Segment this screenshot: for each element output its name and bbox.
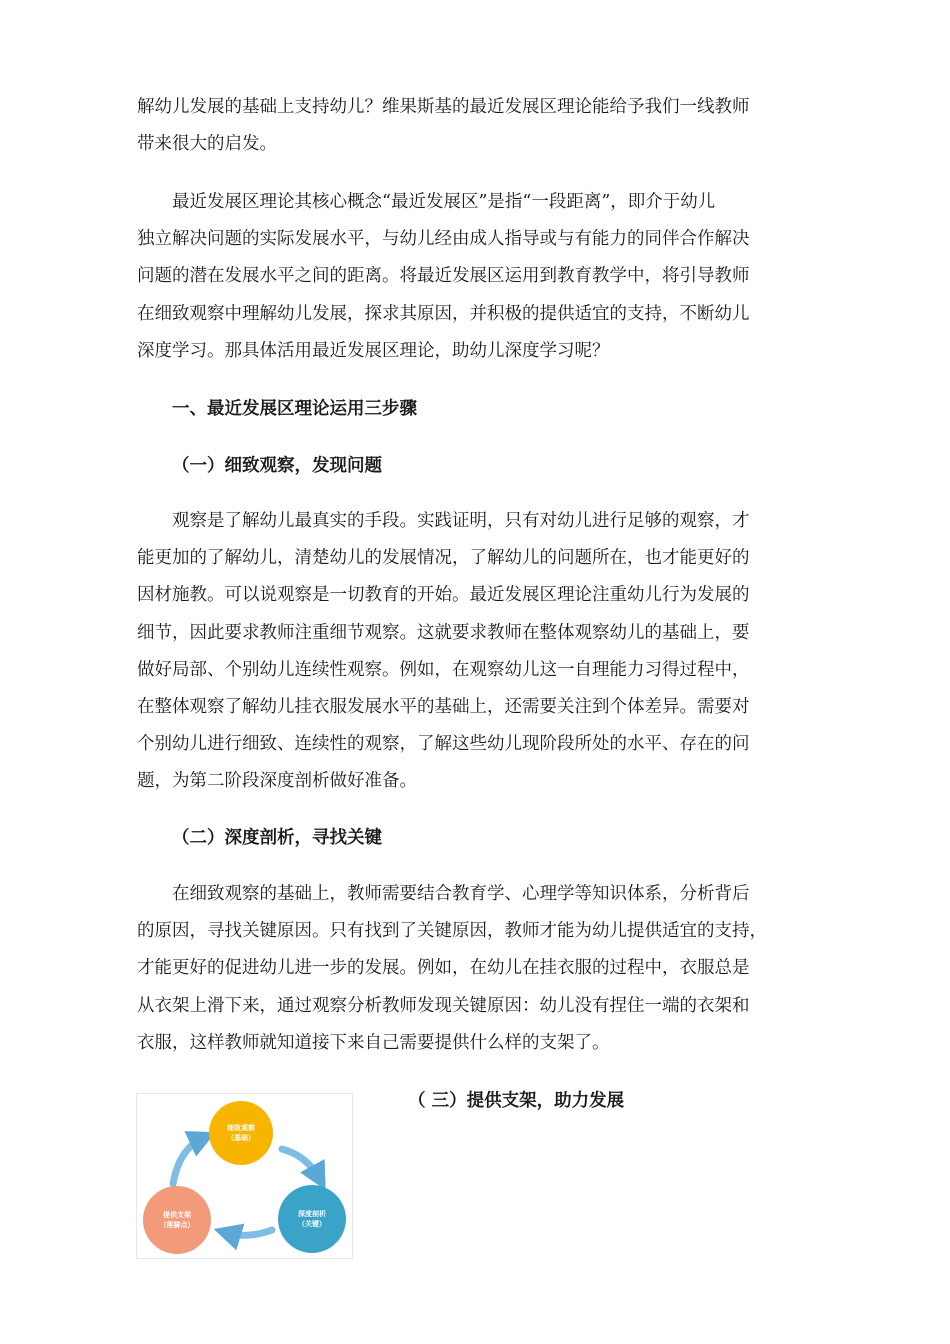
subheading-scaffold: （ 三）提供支架，助力发展 xyxy=(408,1091,625,1111)
section-heading-three-steps: 一、最近发展区理论运用三步骤 xyxy=(172,399,417,419)
text-line: 独立解决问题的实际发展水平，与幼儿经由成人指导或与有能力的同伴合作解决 xyxy=(137,229,750,250)
text-line: 题，为第二阶段深度剖析做好准备。 xyxy=(137,771,417,792)
paragraph-intro-continued xyxy=(137,89,813,163)
text-line: 解幼儿发展的基础上支持幼儿？维果斯基的最近发展区理论能给予我们一线教师 xyxy=(137,97,750,117)
paragraph-theory-definition xyxy=(137,184,813,370)
text-line: 观察是了解幼儿最真实的手段。实践证明，只有对幼儿进行足够的观察，才 xyxy=(172,511,750,531)
text-line: 做好局部、个别幼儿连续性观察。例如，在观察幼儿这一自理能力习得过程中， xyxy=(137,659,750,680)
node-analyze-circle xyxy=(278,1185,346,1253)
subheading-observe: （一）细致观察，发现问题 xyxy=(172,456,382,476)
node-observe-title: 细致观察 xyxy=(227,1124,255,1132)
node-observe-circle xyxy=(209,1101,273,1165)
text-line: 在细致观察的基础上，教师需要结合教育学、心理学等知识体系，分析背后 xyxy=(172,884,750,904)
text-line: 带来很大的启发。 xyxy=(137,134,277,155)
text-line: 最近发展区理论其核心概念“最近发展区”是指“一段距离”，即介于幼儿 xyxy=(172,192,716,212)
text-line: 在整体观察了解幼儿挂衣服发展水平的基础上，还需要关注到个体差异。需要对 xyxy=(137,696,750,717)
text-line: 细节，因此要求教师注重细节观察。这就要求教师在整体观察幼儿的基础上，要 xyxy=(137,622,750,643)
node-observe xyxy=(209,1101,273,1165)
text-line: 能更加的了解幼儿，清楚幼儿的发展情况，了解幼儿的问题所在，也才能更好的 xyxy=(137,548,750,569)
text-line: 因材施教。可以说观察是一切教育的开始。最近发展区理论注重幼儿行为发展的 xyxy=(137,585,750,606)
paragraph-analysis xyxy=(137,876,813,1062)
text-line: 衣服，这样教师就知道接下来自己需要提供什么样的支架了。 xyxy=(137,1032,610,1053)
text-line: 问题的潜在发展水平之间的距离。将最近发展区运用到教育教学中，将引导教师 xyxy=(137,266,750,287)
text-line: 深度学习。那具体活用最近发展区理论，助幼儿深度学习呢？ xyxy=(137,340,610,361)
cycle-diagram-figure xyxy=(136,1093,353,1259)
text-line: 个别幼儿进行细致、连续性的观察，了解这些幼儿现阶段所处的水平、存在的问 xyxy=(137,734,750,755)
node-analyze-subtitle: （关键） xyxy=(298,1220,326,1228)
text-line: 才能更好的促进幼儿进一步的发展。例如，在幼儿在挂衣服的过程中，衣服总是 xyxy=(137,958,750,979)
node-scaffold-circle xyxy=(143,1186,211,1254)
cycle-diagram xyxy=(137,1094,352,1258)
node-scaffold-subtitle: （落脚点） xyxy=(159,1221,195,1229)
node-observe-subtitle: （基础） xyxy=(227,1134,255,1142)
node-scaffold-title: 提供支架 xyxy=(163,1211,191,1219)
arrow-analyze-to-scaffold xyxy=(227,1230,272,1235)
node-analyze-title: 深度剖析 xyxy=(298,1210,326,1218)
node-scaffold xyxy=(143,1186,211,1254)
node-analyze xyxy=(278,1185,346,1253)
paragraph-observation xyxy=(137,503,813,801)
text-line: 的原因，寻找关键原因。只有找到了关键原因，教师才能为幼儿提供适宜的支持， xyxy=(137,921,767,942)
arrow-scaffold-to-observe xyxy=(173,1138,203,1184)
text-line: 从衣架上滑下来，通过观察分析教师发现关键原因：幼儿没有捏住一端的衣架和 xyxy=(137,995,750,1016)
subheading-analyze: （二）深度剖析，寻找关键 xyxy=(172,828,382,848)
arrow-observe-to-analyze xyxy=(282,1149,319,1178)
text-line: 在细致观察中理解幼儿发展，探求其原因，并积极的提供适宜的支持，不断幼儿 xyxy=(137,303,750,324)
